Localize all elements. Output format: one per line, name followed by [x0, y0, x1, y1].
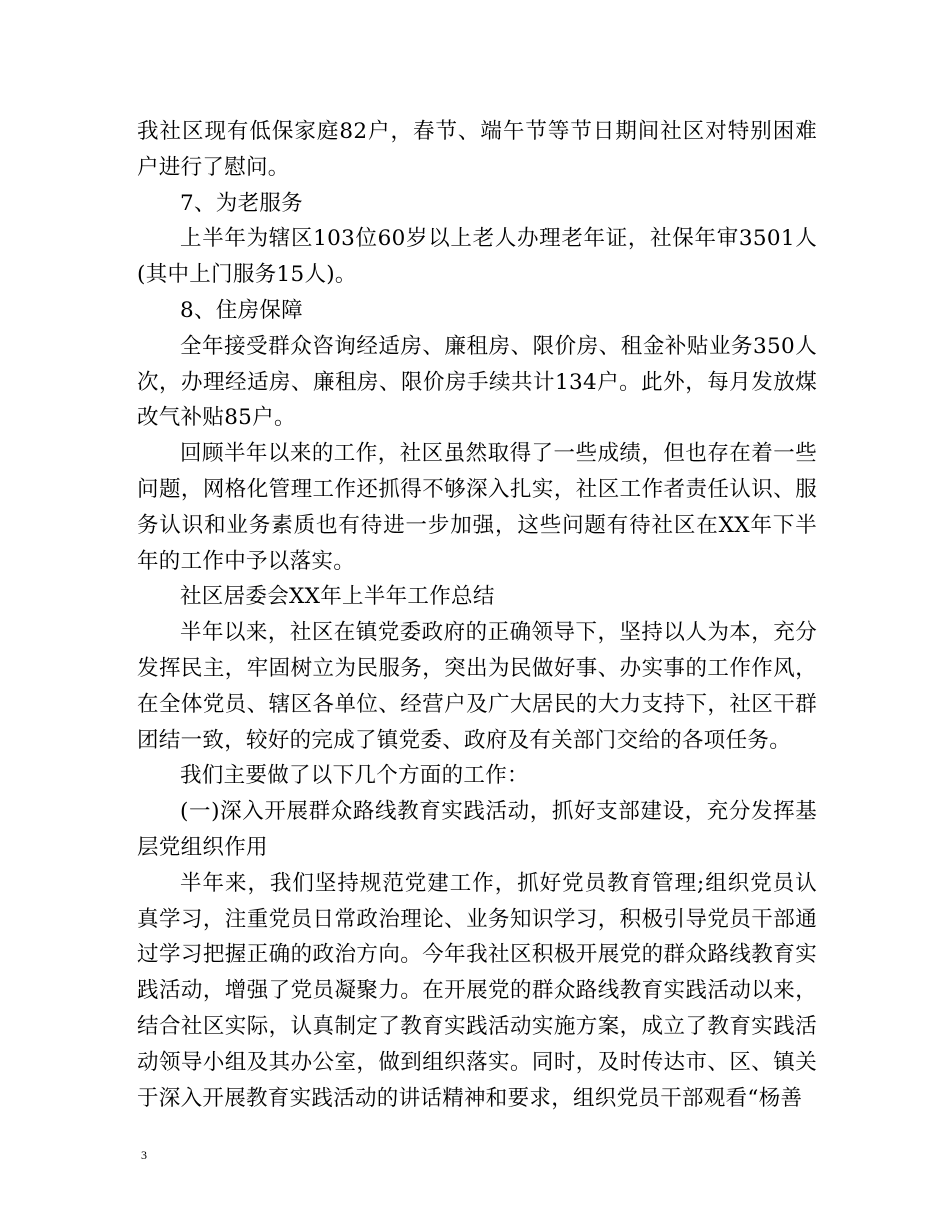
paragraph-review: 回顾半年以来的工作，社区虽然取得了一些成绩，但也存在着一些问题，网格化管理工作还抓得不够深入扎实，社区工作者责任认识、服务认识和业务素质也有待进一步加强，这些问题有待社区在XX年下半年的工作中予以落实。 — [137, 441, 817, 574]
body-text — [137, 114, 817, 1116]
paragraph-work-overview: 我们主要做了以下几个方面的工作： — [180, 763, 529, 789]
paragraph-party-building: 半年来，我们坚持规范党建工作，抓好党员教育管理;组织党员认真学习，注重党员日常政治理论、业务知识学习，积极引导党员干部通过学习把握正确的政治方向。今年我社区积极开展党的群众路线教育实践活动，增强了党员凝聚力。在开展党的群众路线教育实践活动以来，结合社区实际，认真制定了教育实践活动实施方案，成立了教育实践活动领导小组及其办公室，做到组织落实。同时，及时传达市、区、镇关于深入开展教育实践活动的讲话精神和要求，组织党员干部观看“杨善 — [137, 870, 817, 1111]
paragraph-elderly-services: 上半年为辖区103位60岁以上老人办理老年证，社保年审3501人(其中上门服务15人)。 — [137, 226, 817, 288]
paragraph-housing-security: 全年接受群众咨询经适房、廉租房、限价房、租金补贴业务350人次，办理经适房、廉租房、限价房手续共计134户。此外，每月发放煤改气补贴85户。 — [137, 333, 817, 431]
heading-housing-security: 8、住房保障 — [180, 297, 303, 323]
section-title: 社区居委会XX年上半年工作总结 — [180, 584, 495, 610]
page-number: 3 — [141, 1148, 147, 1162]
paragraph-introduction: 半年以来，社区在镇党委政府的正确领导下，坚持以人为本，充分发挥民主，牢固树立为民服务，突出为民做好事、办实事的工作作风，在全体党员、辖区各单位、经营户及广大居民的大力支持下，社区干群团结一致，较好的完成了镇党委、政府及有关部门交给的各项任务。 — [137, 620, 817, 753]
heading-party-building: (一)深入开展群众路线教育实践活动，抓好支部建设，充分发挥基层党组织作用 — [137, 799, 817, 860]
paragraph-low-income-families: 我社区现有低保家庭82户，春节、端午节等节日期间社区对特别困难户进行了慰问。 — [137, 119, 817, 180]
heading-elderly-services: 7、为老服务 — [180, 190, 303, 216]
